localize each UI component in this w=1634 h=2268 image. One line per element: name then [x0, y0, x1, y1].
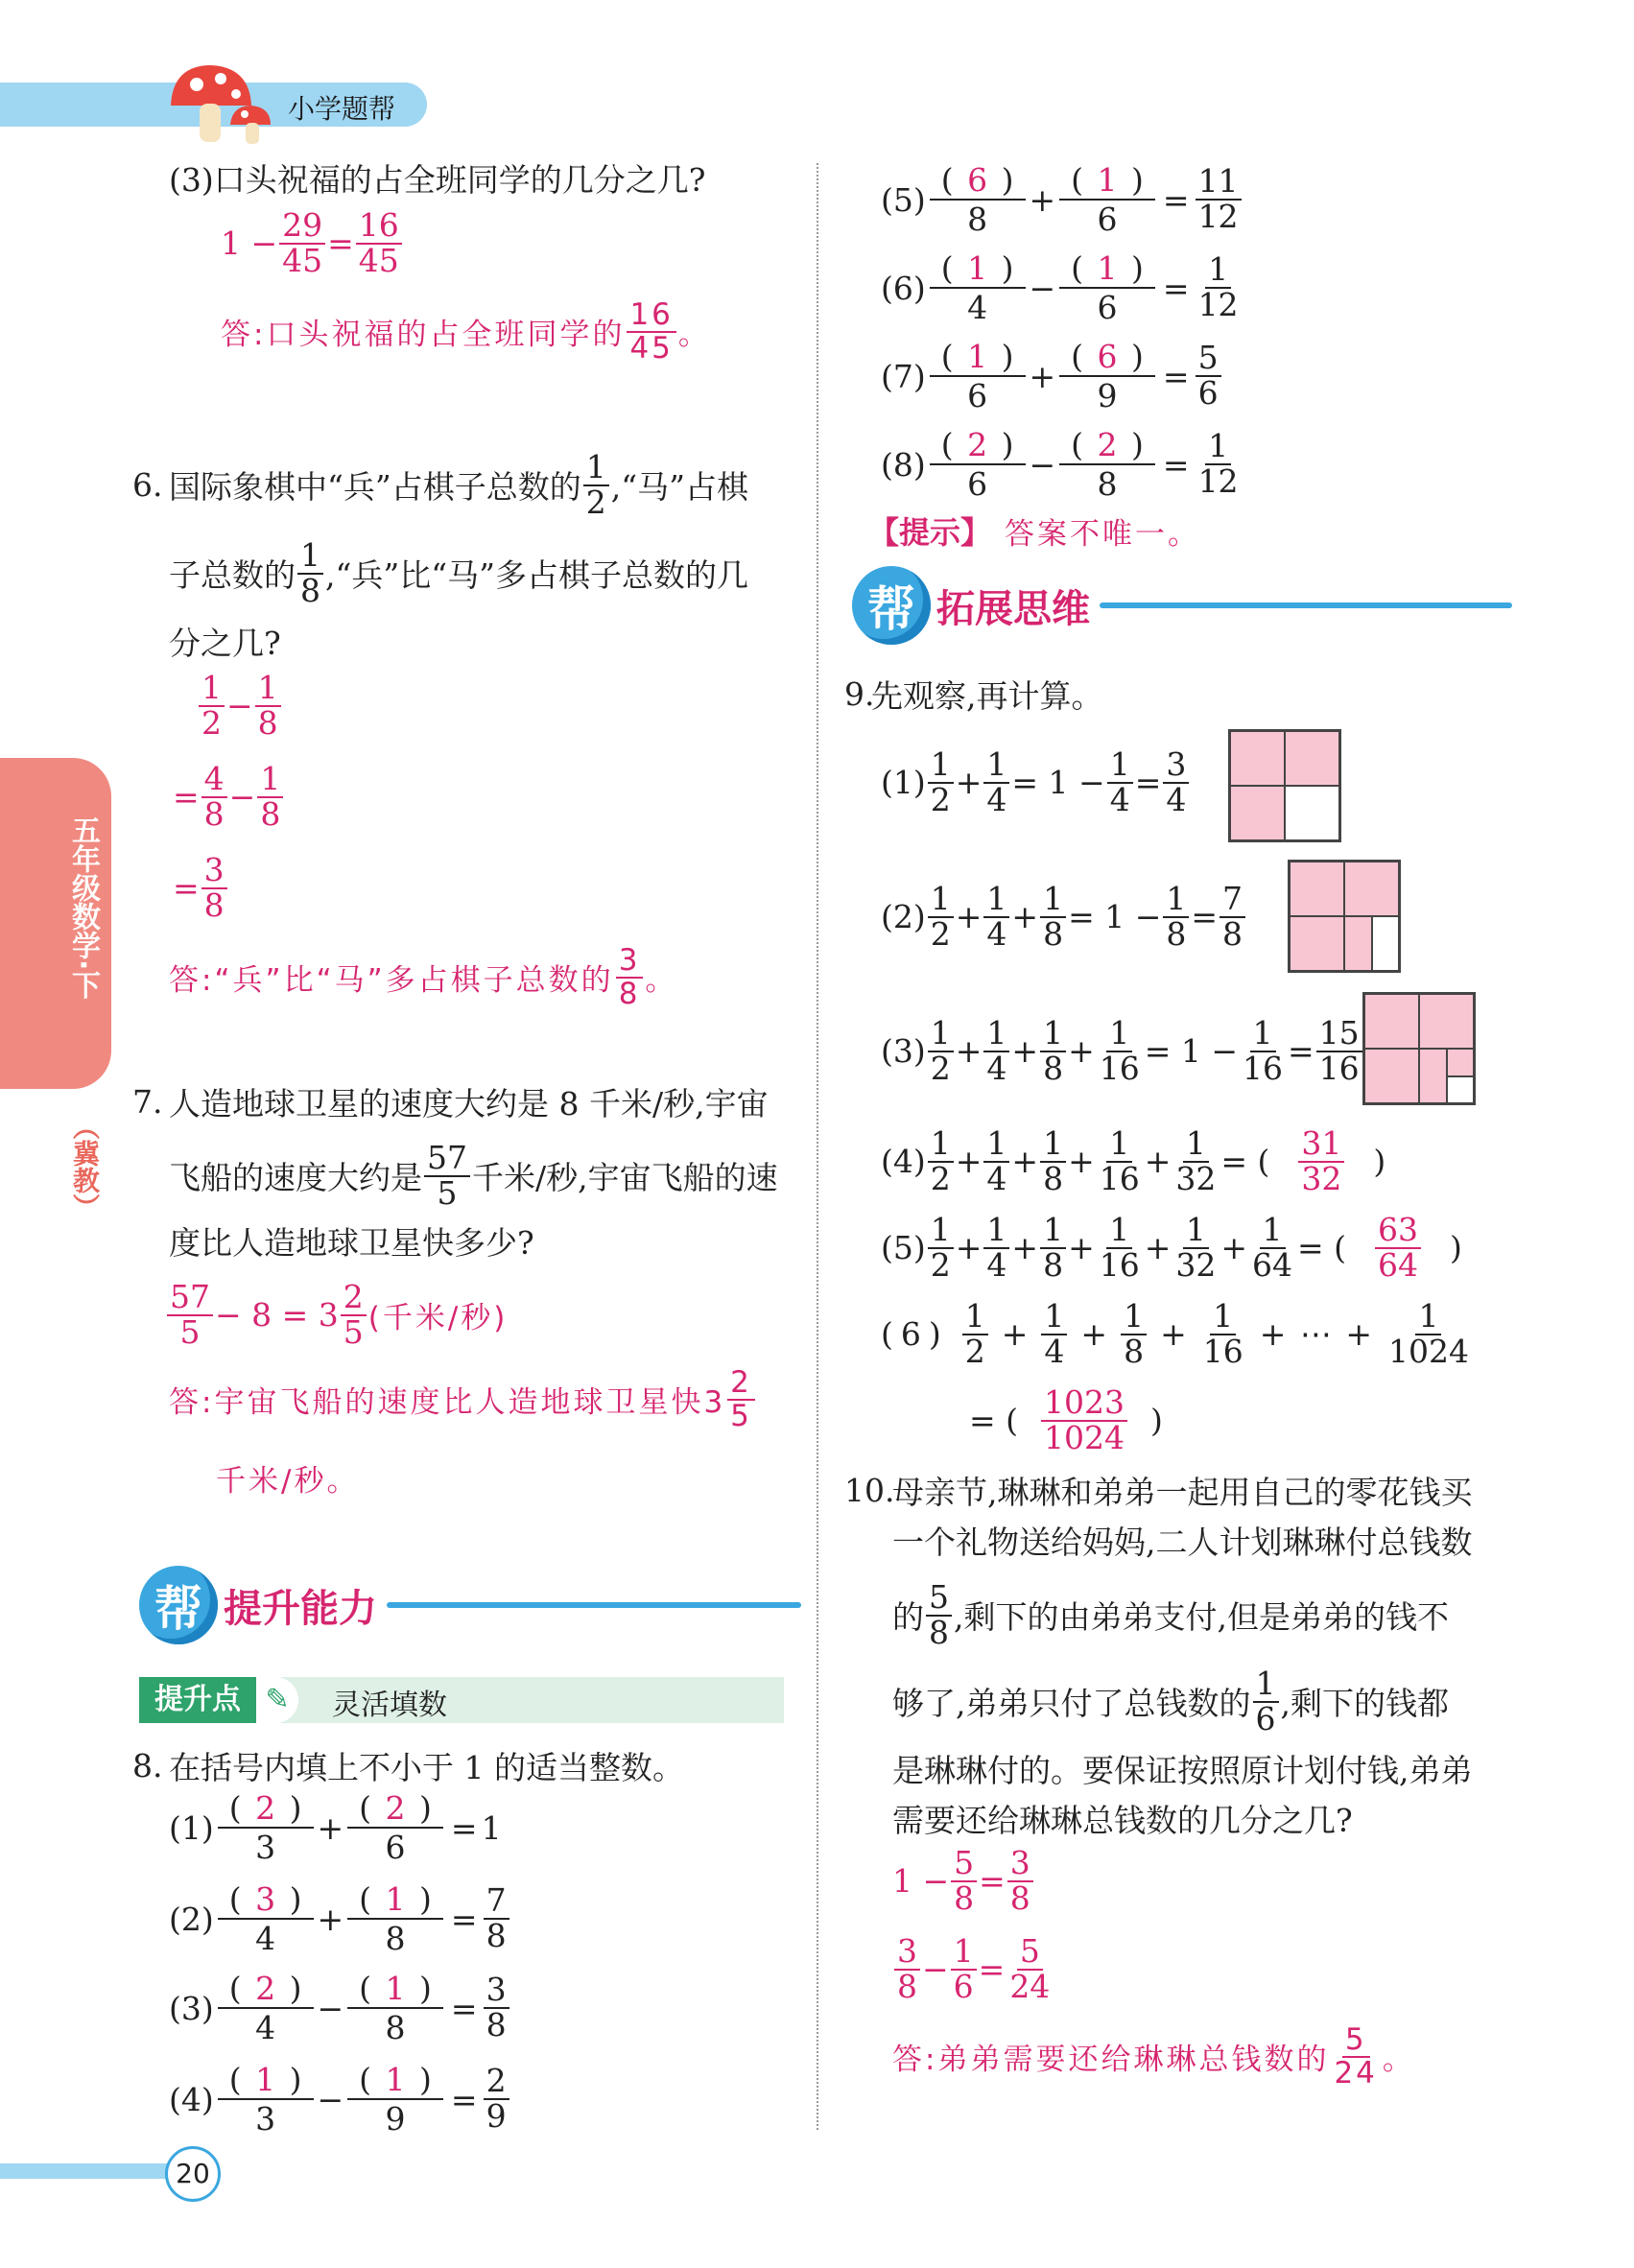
blank-fraction: $\frac{( 2 )}{6}$	[347, 1789, 443, 1866]
page-number: 20	[165, 2146, 221, 2202]
operator: −	[317, 1989, 344, 2027]
q5-3-answer: 答:口头祝福的占全班同学的 $\frac{16}{45}$ 。	[221, 297, 711, 366]
q10-line4: 够了,弟弟只付了总钱数的 $\frac{1}{6}$ ,剩下的钱都	[892, 1665, 1449, 1737]
q8-item: (4) ( 1 ) 3 − $\frac{( 1 )}{9}$ = $\frac{2}{9}$	[169, 2061, 511, 2138]
operator: +	[317, 1808, 344, 1847]
footer-band	[0, 2163, 173, 2179]
item-label: (5)	[881, 180, 926, 219]
q10-calc1: 1 − $\frac{5}{8}$ = $\frac{3}{8}$	[892, 1847, 1035, 1915]
operator: +	[1029, 180, 1056, 219]
q8-item: (5) ( 6 ) 8 + $\frac{( 1 )}{6}$ = $\frac{11}{12}$	[881, 161, 1243, 238]
operator: +	[317, 1900, 344, 1938]
q10-line5: 是琳琳付的。要保证按照原计划付钱,弟弟	[892, 1752, 1473, 1789]
q10-line6: 需要还给琳琳总钱数的几分之几?	[892, 1802, 1353, 1839]
section-rule	[387, 1602, 801, 1608]
fraction: $\frac{1}{8}$	[297, 539, 323, 607]
fraction: $\frac{2}{9}$	[484, 2065, 509, 2133]
q7-calc: $\frac{57}{5}$ − 8 = 3 $\frac{2}{5}$ (千米/秒)	[165, 1281, 508, 1349]
item-label: (4)	[169, 2080, 214, 2118]
blank-fraction: $\frac{( 1 )}{8}$	[347, 1880, 443, 1957]
fraction: $\frac{3}{8}$	[484, 1973, 509, 2042]
blank-fraction: ( 1 ) 4	[930, 249, 1026, 326]
blank-fraction: ( 6 ) 8	[930, 161, 1026, 238]
item-label: (7)	[881, 357, 926, 395]
q5-3-text: (3)口头祝福的占全班同学的几分之几?	[169, 161, 706, 199]
q5-3-calc: 1 − $\frac{29}{45}$ = $\frac{16}{45}$	[221, 209, 404, 277]
q10-line2: 一个礼物送给妈妈,二人计划琳琳付总钱数	[892, 1524, 1473, 1561]
mushroom-icon	[163, 58, 278, 149]
fraction: $\frac{1}{12}$	[1197, 250, 1239, 323]
blank-fraction: ( 1 ) 3	[218, 2061, 314, 2138]
q7-answer-line2: 千米/秒。	[216, 1464, 360, 1499]
blank-fraction: ( 2 ) 4	[218, 1970, 314, 2046]
fraction: $\frac{7}{8}$	[484, 1884, 509, 1952]
blank-fraction: ( 1 ) 6	[930, 338, 1026, 414]
blank-fraction: $\frac{( 1 )}{6}$	[1059, 161, 1155, 238]
q9-row1: (1) $\frac{1}{2}$ + $\frac{1}{4}$ = 1 − $\frac{1}{4}$ = $\frac{3}{4}$	[881, 748, 1191, 816]
section-title: 提升能力	[224, 1586, 377, 1631]
q7-line1: 7. 人造地球卫星的速度大约是 8 千米/秒,宇宙	[132, 1083, 769, 1122]
section-badge: 帮	[852, 566, 931, 645]
section-improve	[139, 1566, 801, 1644]
q8-item: (1) ( 2 ) 3 + $\frac{( 2 )}{6}$ = 1	[169, 1789, 502, 1866]
calc-prefix: 1 −	[221, 224, 278, 263]
operator: −	[317, 2080, 344, 2118]
pencil-icon: ✎	[256, 1677, 298, 1723]
fraction: $\frac{1}{2}$	[583, 451, 609, 519]
section-rule	[1100, 602, 1512, 608]
blank-fraction: ( 2 ) 3	[218, 1789, 314, 1866]
side-tab-edition: （冀教）	[69, 1113, 101, 1220]
fraction: $\frac{11}{12}$	[1196, 165, 1242, 233]
q6-line3: 分之几?	[169, 625, 281, 662]
fraction: $\frac{1}{12}$	[1197, 427, 1239, 500]
q9-row3: (3) $\frac{1}{2}$ + $\frac{1}{4}$ + $\frac{1}{8}$ + $\frac{1}{16}$ = 1 − $\frac{1}{16}$ = $\frac{15}{16}$	[881, 1017, 1364, 1085]
q8-prompt: 8. 在括号内填上不小于 1 的适当整数。	[132, 1747, 684, 1786]
fraction: $\frac{5}{6}$	[1196, 342, 1221, 410]
operator: −	[1029, 269, 1056, 307]
q10-calc2: $\frac{3}{8}$ − $\frac{1}{6}$ = $\frac{5}{24}$	[892, 1935, 1054, 2003]
square-diagram-1	[1228, 729, 1341, 842]
q6-answer: 答:“兵”比“马”多占棋子总数的 $\frac{3}{8}$ 。	[169, 943, 678, 1011]
q8-item: (2) ( 3 ) 4 + $\frac{( 1 )}{8}$ = $\frac{7}{8}$	[169, 1880, 511, 1957]
q6-step1: $\frac{1}{2}$ − $\frac{1}{8}$	[197, 672, 283, 740]
item-label: (1)	[169, 1808, 214, 1847]
blank-fraction: ( 3 ) 4	[218, 1880, 314, 1957]
q6-step3: = $\frac{3}{8}$	[173, 854, 229, 922]
q9-prompt: 9. 先观察,再计算。	[844, 675, 1103, 715]
blank-fraction: $\frac{( 1 )}{6}$	[1059, 249, 1155, 326]
blank-fraction: $\frac{( 6 )}{9}$	[1059, 338, 1155, 414]
q5-3-prompt	[169, 155, 705, 201]
fraction: $\frac{16}{45}$	[627, 299, 675, 364]
q8-item: (3) ( 2 ) 4 − $\frac{( 1 )}{8}$ = $\frac{3}{8}$	[169, 1970, 511, 2046]
q8-item: (7) ( 1 ) 6 + $\frac{( 6 )}{9}$ = $\frac{5}{6}$	[881, 338, 1223, 414]
fraction: $\frac{16}{45}$	[356, 209, 402, 277]
q10-line1: 10. 母亲节,琳琳和弟弟一起用自己的零花钱买	[844, 1472, 1473, 1511]
result: 1	[481, 1808, 502, 1847]
blank-fraction: $\frac{( 1 )}{9}$	[347, 2061, 443, 2138]
q8-item: (6) ( 1 ) 4 − $\frac{( 1 )}{6}$ = $\frac{1}{12}$	[881, 249, 1243, 326]
q9-row4: (4) $\frac{1}{2}$ + $\frac{1}{4}$ + $\frac{1}{8}$ + $\frac{1}{16}$ + $\frac{1}{32}$ = ( $\frac{31}{32}$ )	[881, 1124, 1386, 1197]
blank-fraction: $\frac{( 1 )}{8}$	[347, 1970, 443, 2046]
q6-line1: 6. 国际象棋中“兵”占棋子总数的 $\frac{1}{2}$ ,“马”占棋	[132, 448, 748, 521]
q7-line3: 度比人造地球卫星快多少?	[169, 1224, 534, 1262]
square-diagram-2	[1288, 860, 1401, 973]
item-label: (6)	[881, 269, 926, 307]
point-label: 提升点	[139, 1677, 256, 1723]
q7-line2: 飞船的速度大约是 $\frac{57}{5}$ 千米/秒,宇宙飞船的速	[169, 1139, 778, 1212]
q9-row6: (6) $\frac{1}{2}$ + $\frac{1}{4}$ + $\frac{1}{8}$ + $\frac{1}{16}$ + ⋯ + $\frac{1}{1024}$	[881, 1297, 1469, 1370]
blank-fraction: $\frac{( 2 )}{8}$	[1059, 426, 1155, 503]
square-diagram-3	[1362, 992, 1476, 1105]
q6-line2: 子总数的 $\frac{1}{8}$ ,“兵”比“马”多占棋子总数的几	[169, 536, 748, 609]
section-badge: 帮	[139, 1566, 218, 1644]
q8-item: (8) ( 2 ) 6 − $\frac{( 2 )}{8}$ = $\frac{1}{12}$	[881, 426, 1243, 503]
q10-line3: 的 $\frac{5}{8}$ ,剩下的由弟弟支付,但是弟弟的钱不	[892, 1578, 1449, 1651]
q9-row2: (2) $\frac{1}{2}$ + $\frac{1}{4}$ + $\frac{1}{8}$ = 1 − $\frac{1}{8}$ = $\frac{7}{8}$	[881, 883, 1247, 951]
blank-fraction: ( 2 ) 6	[930, 426, 1026, 503]
item-label: (8)	[881, 445, 926, 484]
item-label: (3)	[169, 1989, 214, 2027]
hint: 【提示】 答案不唯一。	[868, 514, 1201, 552]
side-tab-grade: 五年级数学·下	[66, 815, 100, 1000]
brand-label: 小学题帮	[288, 93, 396, 125]
q10-answer: 答:弟弟需要还给琳琳总钱数的 $\frac{5}{24}$ 。	[892, 2022, 1415, 2091]
q9-row6-answer: = ( $\frac{1023}{1024}$ )	[969, 1383, 1163, 1456]
fraction: $\frac{29}{45}$	[279, 209, 325, 277]
operator: +	[1029, 357, 1056, 395]
item-label: (2)	[169, 1900, 214, 1938]
q9-row5: (5) $\frac{1}{2}$ + $\frac{1}{4}$ + $\frac{1}{8}$ + $\frac{1}{16}$ + $\frac{1}{32}$ + $\frac{1}{64}$ = ( $\frac{63}{64}$ )	[881, 1211, 1462, 1284]
q6-step2: = $\frac{4}{8}$ − $\frac{1}{8}$	[173, 763, 285, 831]
section-expand	[852, 566, 1512, 645]
point-text: 灵活填数	[332, 1689, 447, 1722]
q7-answer-line1: 答:宇宙飞船的速度比人造地球卫星快3 $\frac{2}{5}$	[169, 1367, 757, 1431]
operator: −	[1029, 445, 1056, 484]
column-divider	[817, 163, 818, 2130]
section-title: 拓展思维	[936, 586, 1090, 631]
